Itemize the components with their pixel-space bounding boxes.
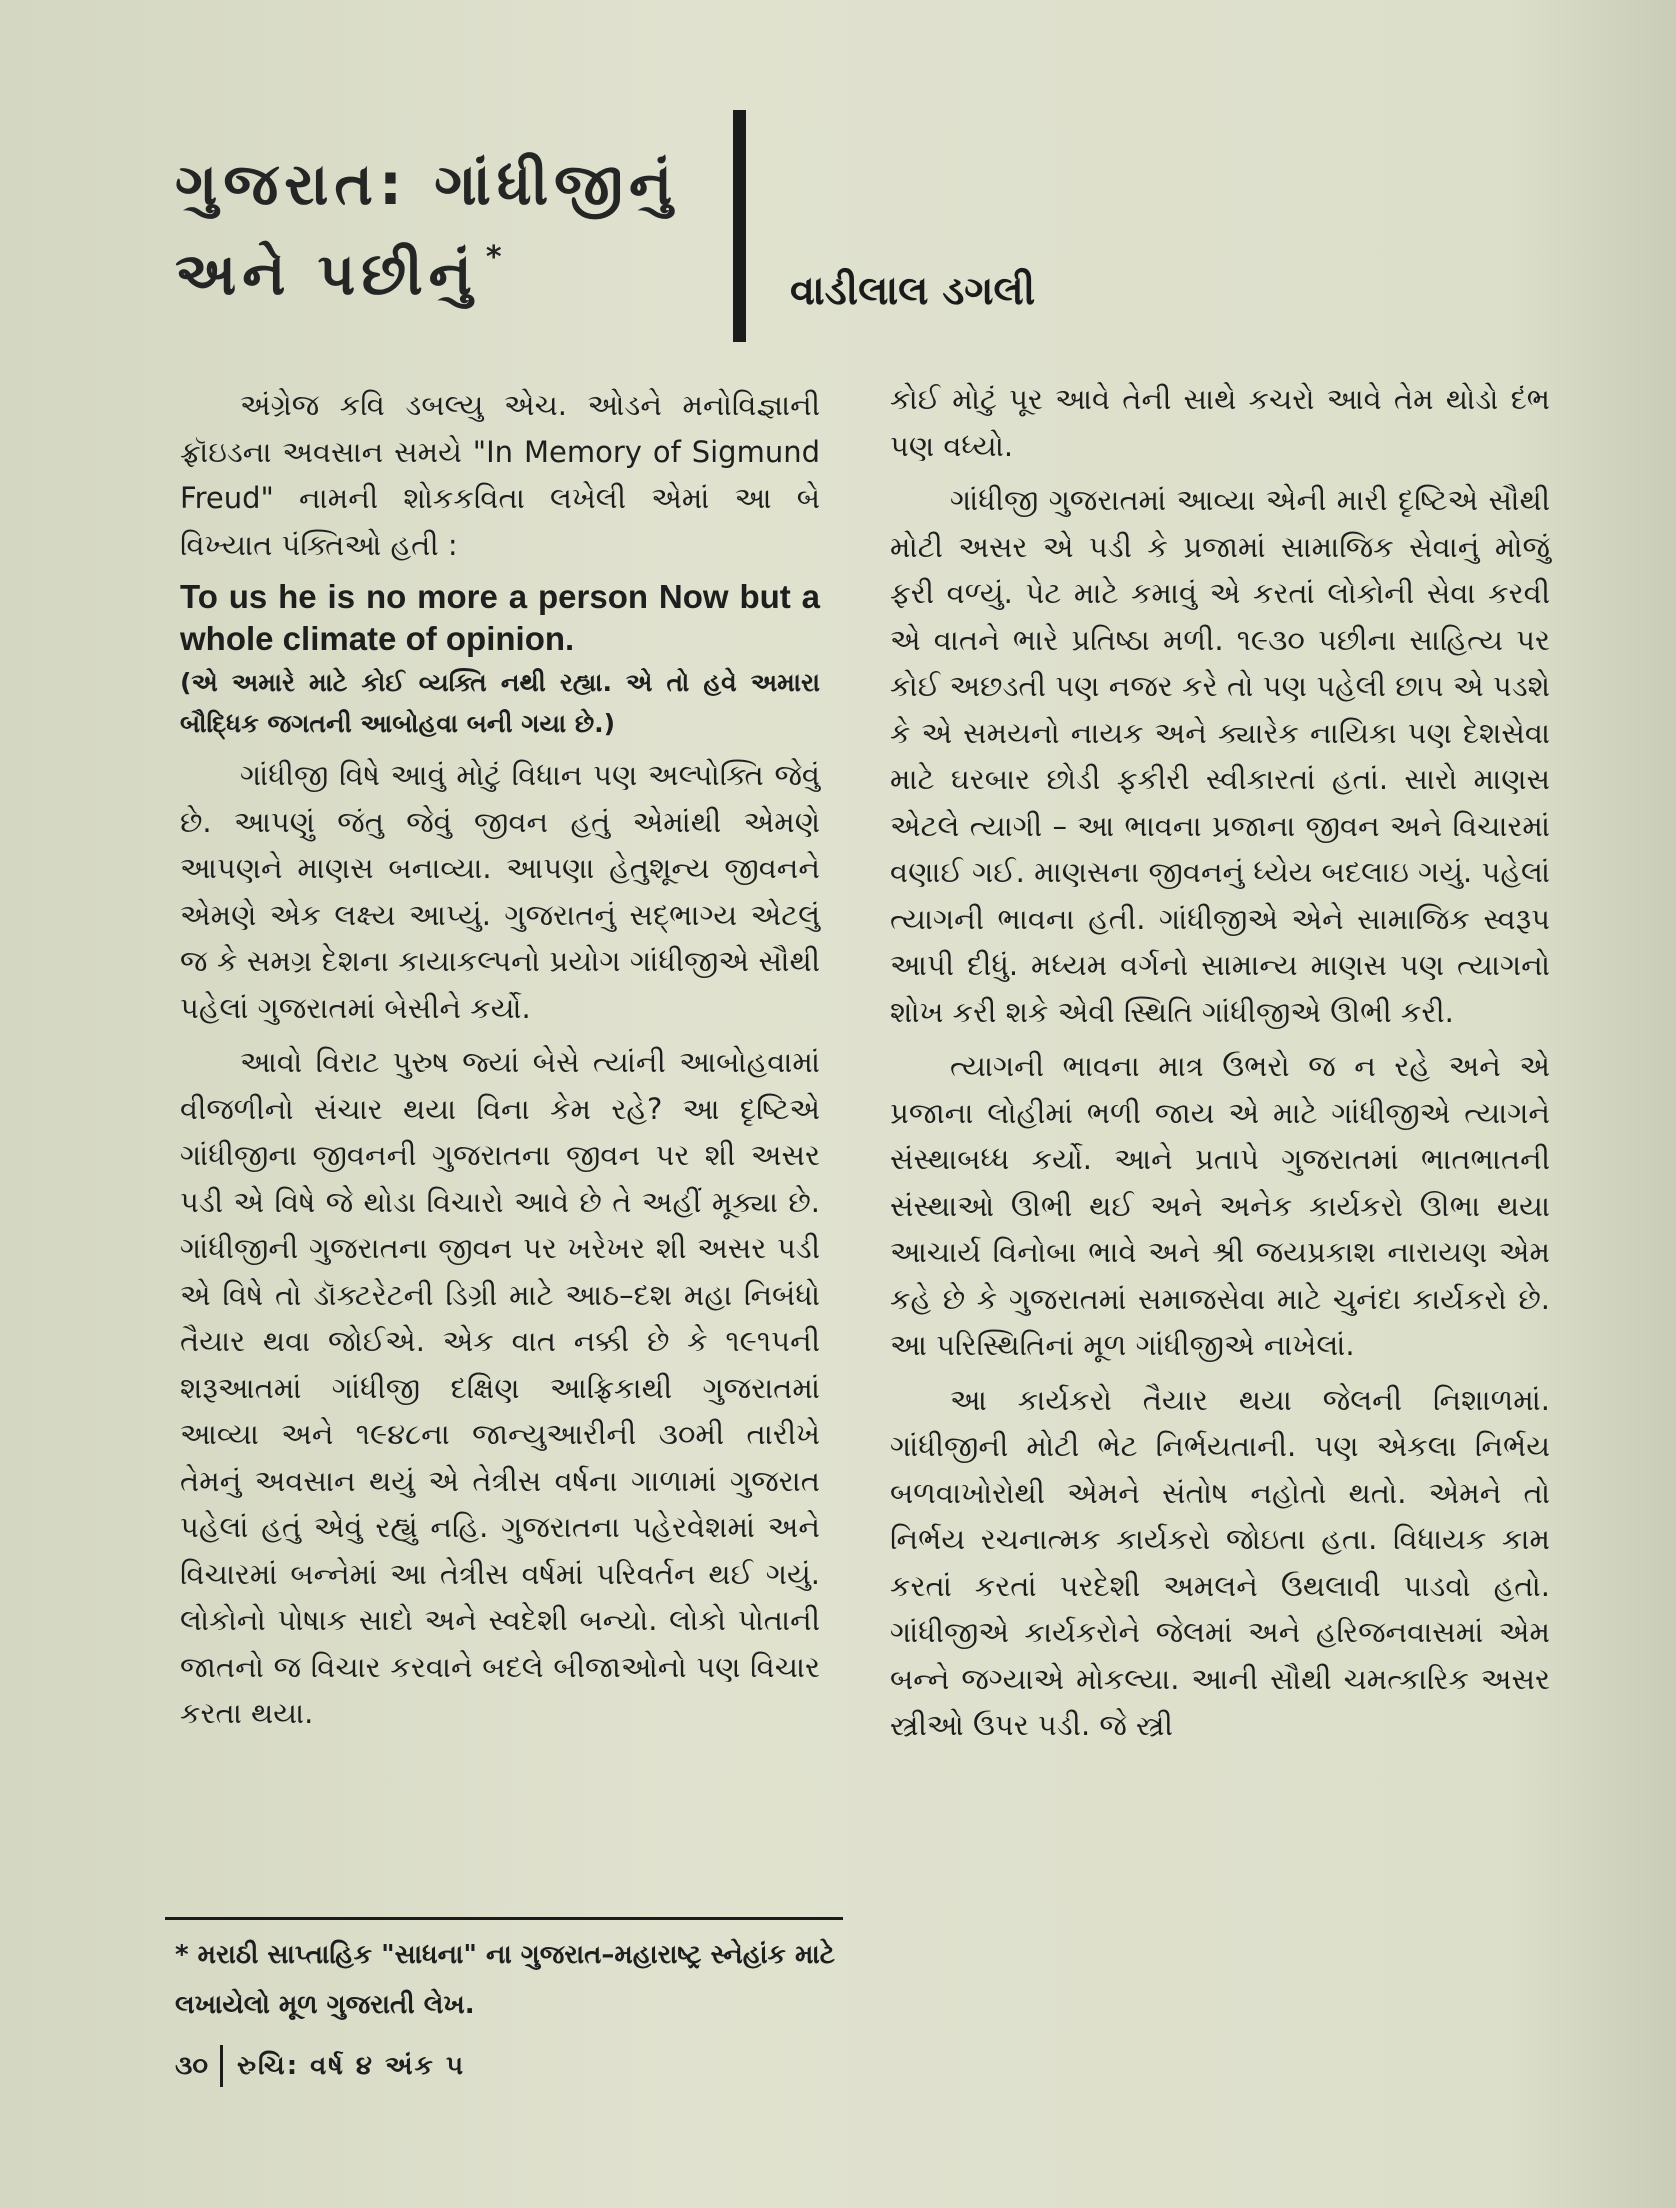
body-paragraph: ત્યાગની ભાવના માત્ર ઉભરો જ ન રહે અને એ પ્રજાના લોહીમાં ભળી જાય એ માટે ગાંધીજીએ ત્યાગને સંસ્થાબધ્ધ કર્યો. આને પ્રતાપે ગુજરાતમાં ભાતભાતની સંસ્થાઓ ઊભી થઈ અને અનેક કાર્યકરો ઊભા થયા આચાર્ય વિનોબા ભાવે અને શ્રી જયપ્રકાશ નારાયણ એમ કહે છે કે ગુજરાતમાં સમાજસેવા માટે ચુનંદા કાર્યકરો છે. આ પરિસ્થિતિનાં મૂળ ગાંધીજીએ નાખેલાં. — [890, 1049, 1550, 1362]
body-paragraph: કોઈ મોટું પૂર આવે તેની સાથે કચરો આવે તેમ થોડો દંભ પણ વધ્યો. — [890, 382, 1550, 463]
body-paragraph: ગાંધીજી વિષે આવું મોટું વિધાન પણ અલ્પોક્તિ જેવું છે. આપણું જંતુ જેવું જીવન હતું એમાંથી એમણે આપણને માણસ બનાવ્યા. આપણા હેતુશૂન્ય જીવનને એમણે એક લક્ષ્ય આપ્યું. ગુજરાતનું સદ્ભાગ્ય એટલું જ કે સમગ્ર દેશના કાયાકલ્પનો પ્રયોગ ગાંધીજીએ સૌથી પહેલાં ગુજરાતમાં બેસીને કર્યો. — [180, 758, 820, 1025]
intro-paragraph: અંગ્રેજ કવિ ડબલ્યુ એચ. ઓડને મનોવિજ્ઞાની ફ્રૉઇડના અવસાન સમયે "In Memory of Sigmund Freud" નામની શોકકવિતા લખેલી એમાં આ બે વિખ્યાત પંક્તિઓ હતી : — [180, 388, 820, 562]
footnote: * મરાઠી સાપ્તાહિક "સાધના" ના ગુજરાત–મહારાષ્ટ્ર સ્નેહાંક માટે લખાયેલો મૂળ ગુજરાતી લેખ. — [175, 1940, 835, 2020]
author-name: વાડીલાલ ડગલી — [790, 268, 1036, 314]
article-title-line1 — [175, 150, 735, 219]
quote-translation: (એ અમારે માટે કોઈ વ્યક્તિ નથી રહ્યા. એ તો હવે અમારા બૌદ્ધિક જગતની આબોહવા બની ગયા છે.) — [180, 668, 820, 738]
footnote-divider — [165, 1917, 843, 1920]
left-column — [180, 382, 820, 1737]
article-title-line2 — [175, 240, 735, 309]
journal-reference: રુચિ: વર્ષ ૪ અંક ૫ — [236, 2050, 466, 2081]
footnote-mark: * — [485, 240, 508, 275]
english-quote: To us he is no more a person Now but a whole climate of opinion. — [180, 578, 820, 657]
footer-separator — [220, 2045, 223, 2087]
title-divider-bar — [733, 110, 746, 342]
title-text-1: ગુજરાત: ગાંધીજીનું — [175, 150, 679, 218]
body-paragraph: ગાંધીજી ગુજરાતમાં આવ્યા એની મારી દૃષ્ટિએ સૌથી મોટી અસર એ પડી કે પ્રજામાં સામાજિક સેવાનું મોજું ફરી વળ્યું. પેટ માટે કમાવું એ કરતાં લોકોની સેવા કરવી એ વાતને ભારે પ્રતિષ્ઠા મળી. ૧૯૩૦ પછીના સાહિત્ય પર કોઈ અછડતી પણ નજર કરે તો પણ પહેલી છાપ એ પડશે કે એ સમયનો નાયક અને ક્યારેક નાયિકા પણ દેશસેવા માટે ઘરબાર છોડી ફકીરી સ્વીકારતાં હતાં. સારો માણસ એટલે ત્યાગી – આ ભાવના પ્રજાના જીવન અને વિચારમાં વણાઈ ગઈ. માણસના જીવનનું ધ્યેય બદલાઇ ગયું. પહેલાં ત્યાગની ભાવના હતી. ગાંધીજીએ એને સામાજિક સ્વરૂપ આપી દીધું. મધ્યમ વર્ગનો સામાન્ય માણસ પણ ત્યાગનો શોખ કરી શકે એવી સ્થિતિ ગાંધીજીએ ઊભી કરી. — [890, 483, 1550, 1029]
body-paragraph: આ કાર્યકરો તૈયાર થયા જેલની નિશાળમાં. ગાંધીજીની મોટી ભેટ નિર્ભયતાની. પણ એકલા નિર્ભય બળવાખોરોથી એમને સંતોષ નહોતો થતો. એમને તો નિર્ભય રચનાત્મક કાર્યકરો જોઇતા હતા. વિધાયક કામ કરતાં કરતાં પરદેશી અમલને ઉથલાવી પાડવો હતો. ગાંધીજીએ કાર્યકરોને જેલમાં અને હરિજનવાસમાં એમ બન્ને જગ્યાએ મોકલ્યા. આની સૌથી ચમત્કારિક અસર સ્ત્રીઓ ઉપર પડી. જે સ્ત્રી — [890, 1382, 1550, 1742]
body-paragraph: આવો વિરાટ પુરુષ જ્યાં બેસે ત્યાંની આબોહવામાં વીજળીનો સંચાર થયા વિના કેમ રહે? આ દૃષ્ટિએ ગાંધીજીના જીવનની ગુજરાતના જીવન પર શી અસર પડી એ વિષે જે થોડા વિચારો આવે છે તે અહીં મૂક્યા છે. ગાંધીજીની ગુજરાતના જીવન પર ખરેખર શી અસર પડી એ વિષે તો ડૉક્ટરેટની ડિગ્રી માટે આઠ–દશ મહા નિબંધો તૈયાર થવા જોઈએ. એક વાત નક્કી છે કે ૧૯૧૫ની શરૂઆતમાં ગાંધીજી દક્ષિણ આફ્રિકાથી ગુજરાતમાં આવ્યા અને ૧૯૪૮ના જાન્યુઆરીની ૩૦મી તારીખે તેમનું અવસાન થયું એ તેત્રીસ વર્ષના ગાળામાં ગુજરાત પહેલાં હતું એવું રહ્યું નહિ. ગુજરાતના પહેરવેશમાં અને વિચારમાં બન્નેમાં આ તેત્રીસ વર્ષમાં પરિવર્તન થઈ ગયું. લોકોનો પોષાક સાદો અને સ્વદેશી બન્યો. લોકો પોતાની જાતનો જ વિચાર કરવાને બદલે બીજાઓનો પણ વિચાર કરતા થયા. — [180, 1045, 820, 1730]
page-footer — [175, 2045, 465, 2087]
right-column — [890, 376, 1550, 1749]
page-number: ૩૦ — [175, 2050, 208, 2081]
title-text-2: અને પછીનું — [175, 240, 478, 308]
